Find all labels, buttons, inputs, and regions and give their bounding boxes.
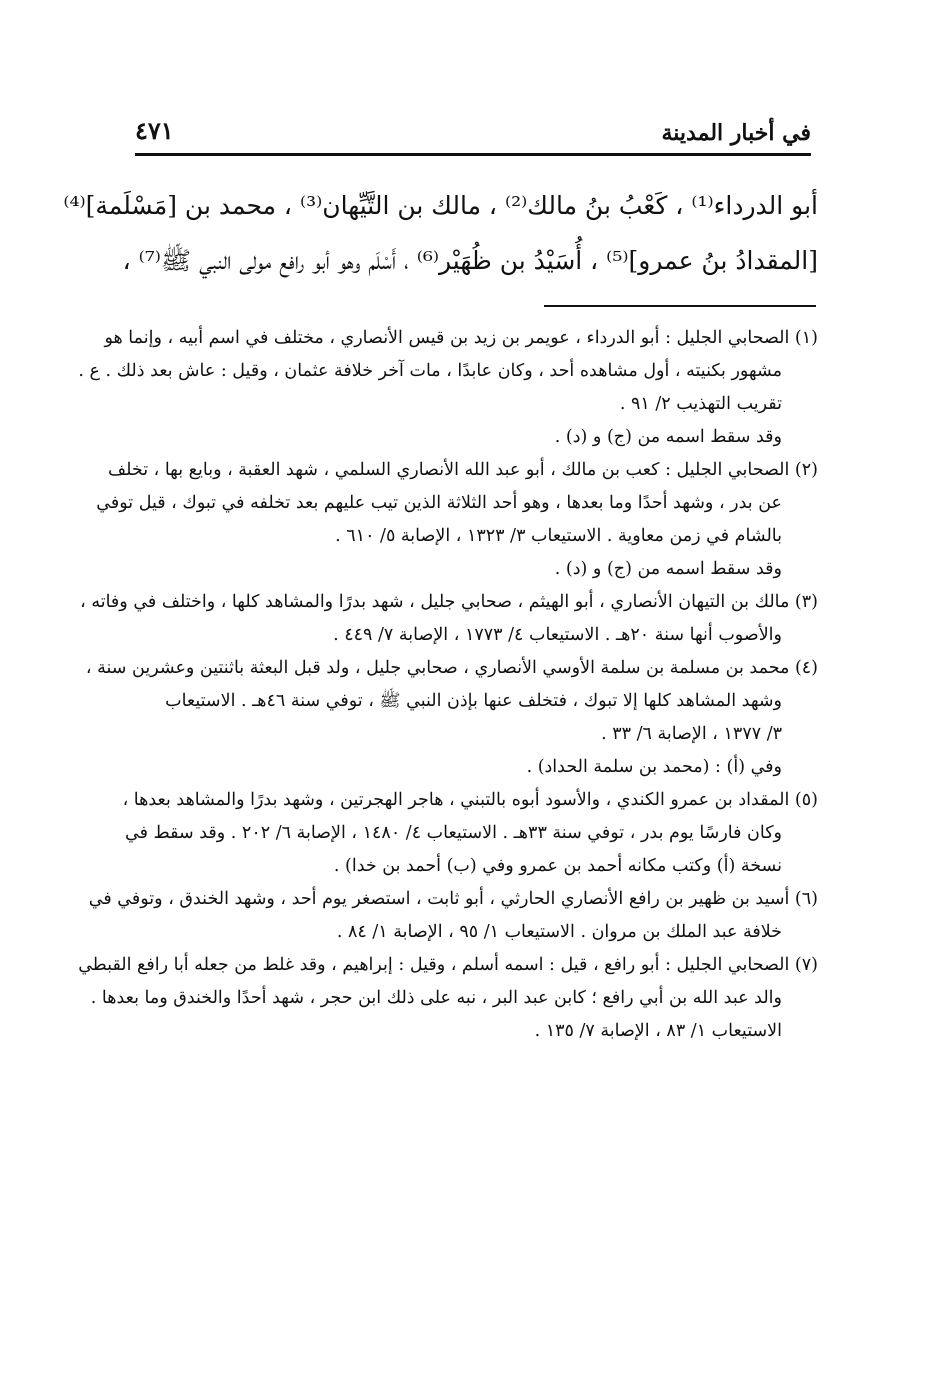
footnote-line: مشهور بكنيته ، أول مشاهده أحد ، وكان عابدًا ، مات آخر خلافة عثمان ، وقيل : عاش بعد ذلك . ع . — [78, 361, 782, 381]
footnote-7 — [78, 949, 818, 1048]
footnote-2 — [96, 454, 818, 586]
footnote-line: والأصوب أنها سنة ٢٠هـ . الاستيعاب ٤/ ١٧٧٣ ، الإصابة ٧/ ٤٤٩ . — [333, 625, 782, 645]
footnote-line: وكان فارسًا يوم بدر ، توفي سنة ٣٣هـ . الاستيعاب ٤/ ١٤٨٠ ، الإصابة ٦/ ٢٠٢ . وقد سقط في — [125, 823, 782, 843]
footnote-5 — [122, 784, 818, 883]
main-text — [63, 178, 818, 288]
footnote-4 — [85, 652, 818, 784]
footnote-1 — [78, 322, 818, 454]
footnote-line: (٦) أسيد بن ظهير بن رافع الأنصاري الحارثي ، أبو ثابت ، استصغر يوم أحد ، وشهد الخندق ، وتوفي في — [88, 889, 818, 909]
footnote-line: (٥) المقداد بن عمرو الكندي ، والأسود أبوه بالتبني ، هاجر الهجرتين ، وشهد بدرًا والمشاهد بعدها ، — [122, 790, 818, 810]
footnote-line: وقد سقط اسمه من (ج) و (د) . — [554, 427, 782, 447]
footnote-line: (٣) مالك بن التيهان الأنصاري ، أبو الهيثم ، صحابي جليل ، شهد بدرًا والمشاهد كلها ، واختلف في وفاته ، — [80, 592, 818, 612]
footnote-line: نسخة (أ) وكتب مكانه أحمد بن عمرو وفي (ب) أحمد بن خدا) . — [333, 856, 782, 876]
footnote-line: والد عبد الله بن أبي رافع ؛ كابن عبد البر ، نبه على ذلك ابن حجر ، شهد أحدًا والخندق وما بعدها . — [90, 988, 782, 1008]
footnotes — [78, 322, 818, 1048]
running-title: في أخبار المدينة — [661, 120, 811, 146]
footnote-6 — [88, 883, 818, 949]
footnote-line: الاستيعاب ١/ ٨٣ ، الإصابة ٧/ ١٣٥ . — [534, 1021, 782, 1041]
footnote-line: عن بدر ، وشهد أحدًا وما بعدها ، وهو أحد الثلاثة الذين تيب عليهم بعد تخلفه في تبوك ، قيل توفي — [96, 493, 782, 513]
footnote-line: ٣/ ١٣٧٧ ، الإصابة ٦/ ٣٣ . — [601, 724, 782, 744]
footnote-line: بالشام في زمن معاوية . الاستيعاب ٣/ ١٣٢٣ ، الإصابة ٥/ ٦١٠ . — [335, 526, 782, 546]
page-number: ٤٧١ — [135, 116, 174, 145]
footnote-separator — [544, 305, 816, 307]
footnote-line: وفي (أ) : (محمد بن سلمة الحداد) . — [526, 757, 782, 777]
footnote-3 — [80, 586, 818, 652]
running-header — [135, 112, 811, 156]
footnote-line: (٧) الصحابي الجليل : أبو رافع ، قيل : اسمه أسلم ، وقيل : إبراهيم ، وقد غلط من جعله أبا رافع القبطي — [78, 955, 818, 975]
footnote-line: (٤) محمد بن مسلمة بن سلمة الأوسي الأنصاري ، صحابي جليل ، ولد قبل البعثة باثنتين وعشرين سنة ، — [85, 658, 818, 678]
main-text-line: أبو الدرداء⁽¹⁾ ، كَعْبُ بنُ مالك⁽²⁾ ، مالك بن التَّيِّهان⁽³⁾ ، محمد بن [مَسْلَمة]⁽⁴⁾ — [63, 191, 818, 220]
footnote-line: (١) الصحابي الجليل : أبو الدرداء ، عويمر بن زيد بن قيس الأنصاري ، مختلف في اسم أبيه ، وإنما هو — [104, 328, 818, 348]
footnote-line: وشهد المشاهد كلها إلا تبوك ، فتخلف عنها بإذن النبي ﷺ ، توفي سنة ٤٦هـ . الاستيعاب — [165, 691, 782, 711]
footnote-line: خلافة عبد الملك بن مروان . الاستيعاب ١/ ٩٥ ، الإصابة ١/ ٨٤ . — [336, 922, 782, 942]
footnote-line: وقد سقط اسمه من (ج) و (د) . — [554, 559, 782, 579]
footnote-line: تقريب التهذيب ٢/ ٩١ . — [619, 394, 782, 414]
main-text-line: [المقدادُ بنُ عمرو]⁽⁵⁾ ، أُسَيْدُ بن ظُهَيْر⁽⁶⁾ ، أَسْلَم وهو أبو رافع مولى النبي ﷺ⁽⁷⁾ ، — [122, 246, 818, 275]
footnote-line: (٢) الصحابي الجليل : كعب بن مالك ، أبو عبد الله الأنصاري السلمي ، شهد العقبة ، وبايع بها ، تخلف — [108, 460, 818, 480]
header-rule — [135, 153, 811, 156]
